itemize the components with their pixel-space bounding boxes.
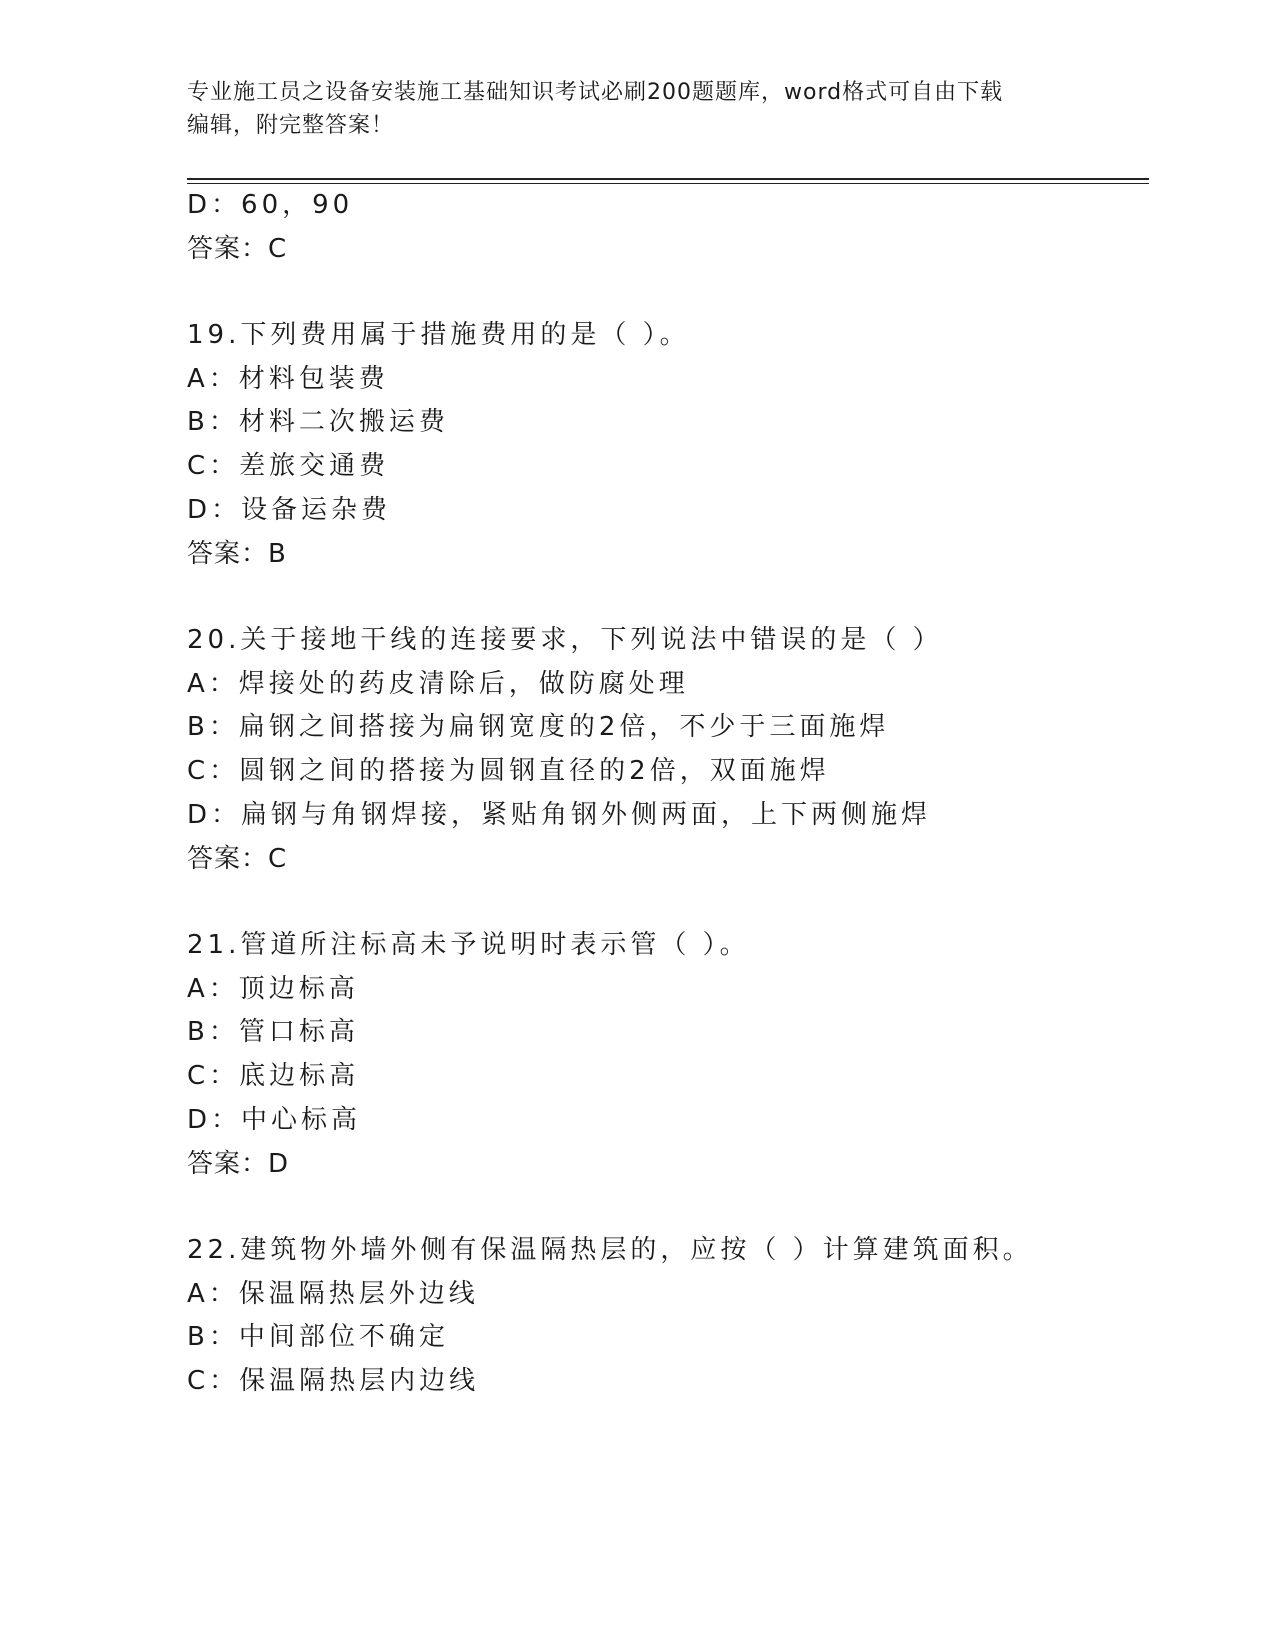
option-c: C：保温隔热层内边线 — [187, 1366, 480, 1396]
option-a: A：材料包装费 — [187, 364, 389, 394]
header-divider-thin — [187, 183, 1149, 184]
header-title-line2: 编辑，附完整答案！ — [187, 113, 395, 138]
option-c: C：底边标高 — [187, 1061, 360, 1091]
answer-text: 答案：D — [187, 1149, 290, 1179]
question-stem: 19.下列费用属于措施费用的是（ ）。 — [187, 320, 690, 350]
option-c: C：圆钢之间的搭接为圆钢直径的2倍，双面施焊 — [187, 756, 830, 786]
option-b: B：扁钢之间搭接为扁钢宽度的2倍，不少于三面施焊 — [187, 712, 890, 742]
option-d: D：设备运杂费 — [187, 495, 392, 525]
document-header — [187, 76, 1087, 142]
answer-text: 答案：C — [187, 844, 288, 874]
option-a: A：保温隔热层外边线 — [187, 1279, 479, 1309]
header-title-line1: 专业施工员之设备安装施工基础知识考试必刷200题题库，word格式可自由下载 — [187, 80, 1004, 105]
option-d: D：中心标高 — [187, 1105, 362, 1135]
option-a: A：焊接处的药皮清除后，做防腐处理 — [187, 669, 689, 699]
option-b: B：材料二次搬运费 — [187, 407, 449, 437]
question-stem: 21.管道所注标高未予说明时表示管（ ）。 — [187, 930, 750, 960]
option-d: D：60，90 — [187, 190, 354, 220]
answer-text: 答案：C — [187, 234, 288, 264]
option-d: D：扁钢与角钢焊接，紧贴角钢外侧两面，上下两侧施焊 — [187, 800, 932, 830]
question-stem: 20.关于接地干线的连接要求，下列说法中错误的是（ ） — [187, 625, 943, 655]
option-c: C：差旅交通费 — [187, 451, 390, 481]
header-divider-thick — [187, 178, 1149, 180]
option-b: B：中间部位不确定 — [187, 1322, 449, 1352]
option-b: B：管口标高 — [187, 1017, 359, 1047]
option-a: A：顶边标高 — [187, 974, 359, 1004]
answer-text: 答案：B — [187, 539, 287, 569]
question-stem: 22.建筑物外墙外侧有保温隔热层的，应按（ ）计算建筑面积。 — [187, 1235, 1033, 1265]
